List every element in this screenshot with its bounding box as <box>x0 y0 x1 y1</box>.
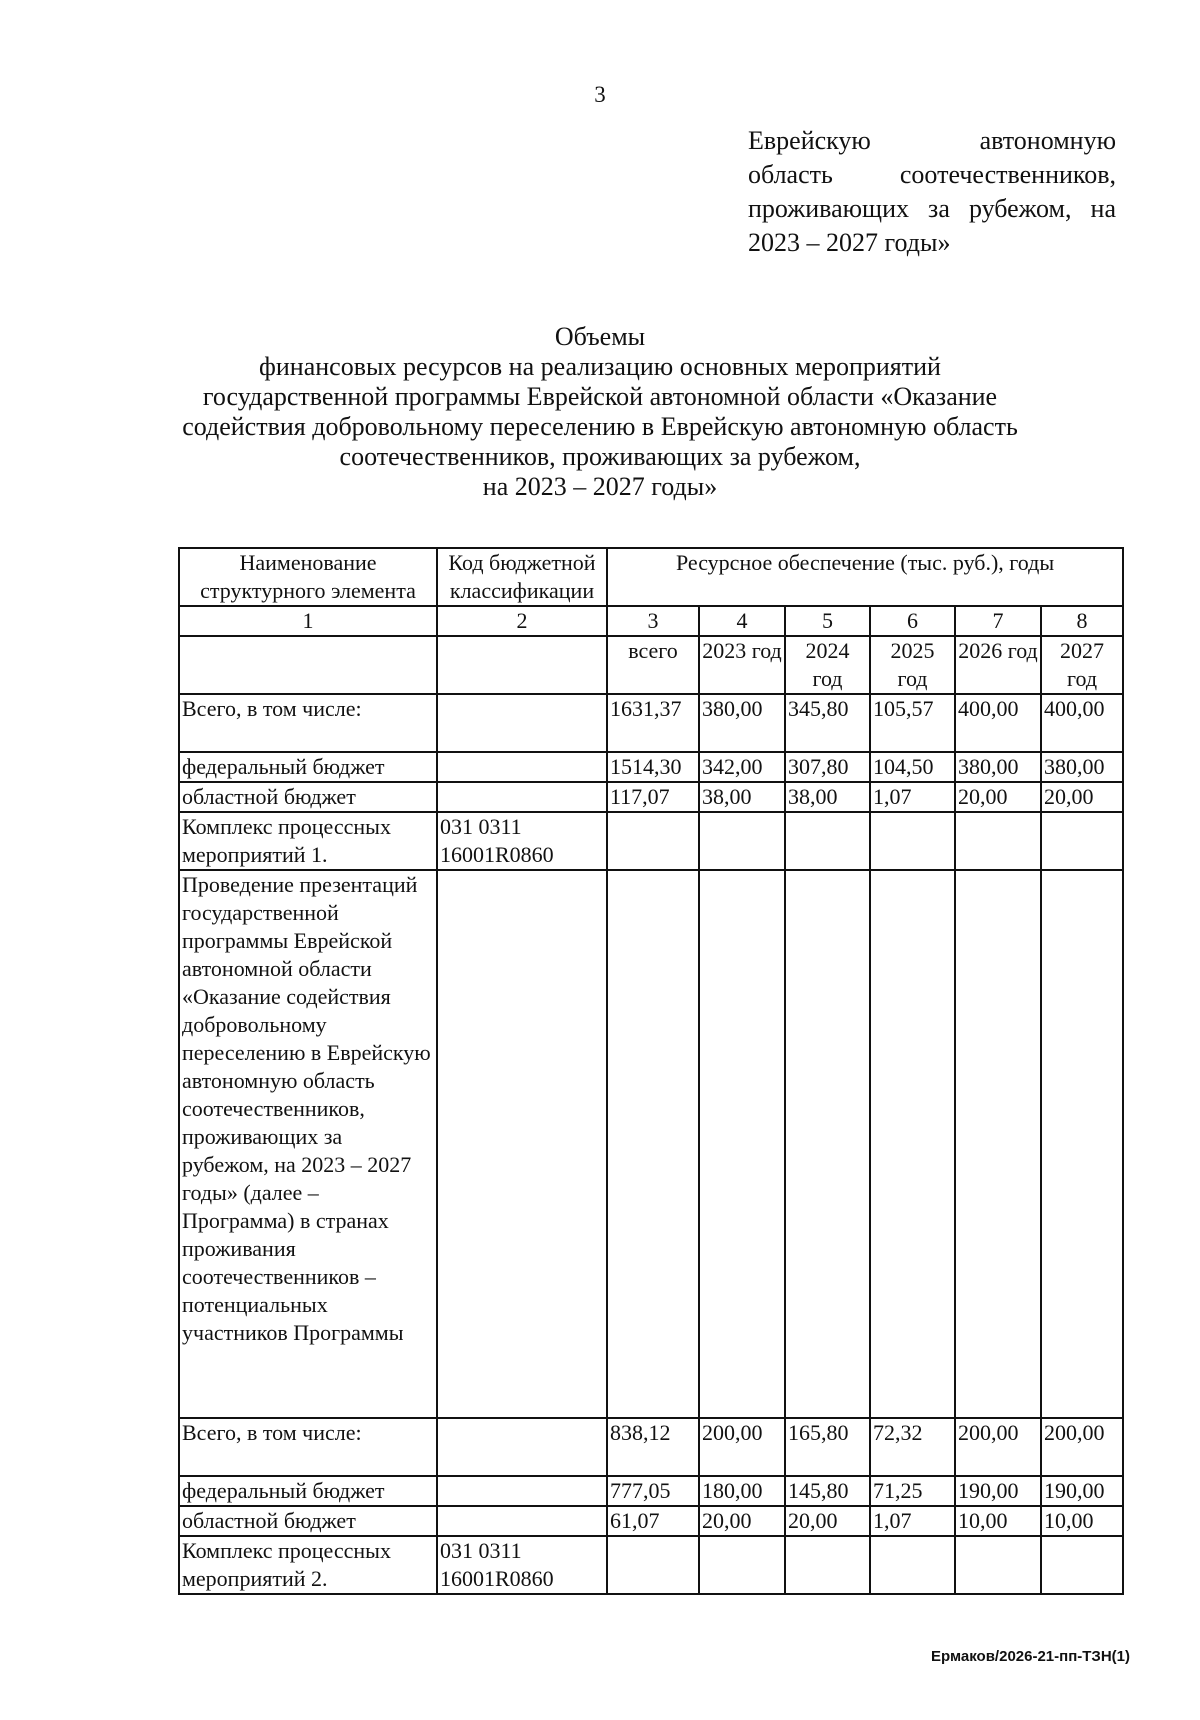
row-value <box>1041 870 1123 1418</box>
column-number: 1 <box>179 606 437 636</box>
column-number: 7 <box>955 606 1041 636</box>
year-header: 2023 год <box>699 636 785 694</box>
addressee-line: 2023 – 2027 годы» <box>748 228 951 257</box>
row-value: 380,00 <box>1041 752 1123 782</box>
column-number: 2 <box>437 606 607 636</box>
table-row <box>179 782 1123 812</box>
row-value: 190,00 <box>1041 1476 1123 1506</box>
row-value: 20,00 <box>699 1506 785 1536</box>
financing-table <box>178 547 1124 1595</box>
row-code <box>437 694 607 752</box>
row-value <box>1041 1536 1123 1594</box>
header-code-column: Код бюджетной классификации <box>437 548 607 606</box>
row-value <box>1041 812 1123 870</box>
row-value: 1631,37 <box>607 694 699 752</box>
row-code: 031 0311 16001R0860 <box>437 1536 607 1594</box>
table-row <box>179 812 1123 870</box>
row-name: федеральный бюджет <box>179 1476 437 1506</box>
row-value: 342,00 <box>699 752 785 782</box>
table-header-row <box>179 548 1123 606</box>
row-value: 71,25 <box>870 1476 955 1506</box>
row-value <box>785 1536 870 1594</box>
row-name: федеральный бюджет <box>179 752 437 782</box>
row-value: 1,07 <box>870 782 955 812</box>
row-code <box>437 782 607 812</box>
year-header: 2024 год <box>785 636 870 694</box>
column-number: 4 <box>699 606 785 636</box>
row-value: 20,00 <box>955 782 1041 812</box>
title-line: содействия добровольному переселению в Еврейскую автономную область <box>182 412 1018 441</box>
column-number: 8 <box>1041 606 1123 636</box>
page-number: 3 <box>594 82 606 107</box>
row-value <box>699 812 785 870</box>
row-value <box>870 1536 955 1594</box>
table-row <box>179 1536 1123 1594</box>
row-value <box>955 1536 1041 1594</box>
row-value: 200,00 <box>955 1418 1041 1476</box>
year-header: 2027 год <box>1041 636 1123 694</box>
row-value: 838,12 <box>607 1418 699 1476</box>
row-value: 400,00 <box>1041 694 1123 752</box>
table-row <box>179 870 1123 1418</box>
row-name: Всего, в том числе: <box>179 1418 437 1476</box>
row-code: 031 0311 16001R0860 <box>437 812 607 870</box>
year-header: 2025 год <box>870 636 955 694</box>
row-value: 10,00 <box>1041 1506 1123 1536</box>
document-title <box>0 322 1200 502</box>
addressee-line: Еврейскую автономную <box>748 126 1116 155</box>
title-line: на 2023 – 2027 годы» <box>482 472 718 501</box>
table-row <box>179 1476 1123 1506</box>
column-numbers-row <box>179 606 1123 636</box>
title-line: соотечественников, проживающих за рубежом, <box>339 442 861 471</box>
document-footer-code: Ермаков/2026-21-пп-ТЗН(1) <box>931 1648 1130 1665</box>
addressee-block <box>748 124 1116 260</box>
row-value: 200,00 <box>699 1418 785 1476</box>
row-value: 38,00 <box>699 782 785 812</box>
row-code <box>437 1418 607 1476</box>
empty-cell <box>437 636 607 694</box>
row-value: 145,80 <box>785 1476 870 1506</box>
row-value: 380,00 <box>955 752 1041 782</box>
row-value: 20,00 <box>785 1506 870 1536</box>
row-value: 200,00 <box>1041 1418 1123 1476</box>
row-value: 20,00 <box>1041 782 1123 812</box>
empty-cell <box>179 636 437 694</box>
column-number: 5 <box>785 606 870 636</box>
row-value: 190,00 <box>955 1476 1041 1506</box>
addressee-line: область соотечественников, <box>748 160 1116 189</box>
title-line: финансовых ресурсов на реализацию основных мероприятий <box>259 352 941 381</box>
row-value <box>785 812 870 870</box>
title-line: Объемы <box>554 322 646 351</box>
row-name: областной бюджет <box>179 1506 437 1536</box>
row-value <box>955 870 1041 1418</box>
year-header-total: всего <box>607 636 699 694</box>
header-name-column: Наименование структурного элемента <box>179 548 437 606</box>
row-value: 117,07 <box>607 782 699 812</box>
row-value <box>955 812 1041 870</box>
row-value: 345,80 <box>785 694 870 752</box>
row-value <box>607 1536 699 1594</box>
row-value: 165,80 <box>785 1418 870 1476</box>
row-value <box>607 812 699 870</box>
row-value: 777,05 <box>607 1476 699 1506</box>
row-value: 38,00 <box>785 782 870 812</box>
table-row <box>179 752 1123 782</box>
row-code <box>437 1476 607 1506</box>
addressee-line: проживающих за рубежом, на <box>748 194 1116 223</box>
header-resources-column: Ресурсное обеспечение (тыс. руб.), годы <box>607 548 1123 606</box>
row-value <box>607 870 699 1418</box>
row-value: 104,50 <box>870 752 955 782</box>
row-value <box>699 1536 785 1594</box>
row-value: 10,00 <box>955 1506 1041 1536</box>
row-value: 400,00 <box>955 694 1041 752</box>
row-name: Всего, в том числе: <box>179 694 437 752</box>
title-line: государственной программы Еврейской автономной области «Оказание <box>202 382 998 411</box>
row-code <box>437 1506 607 1536</box>
row-value: 105,57 <box>870 694 955 752</box>
row-code <box>437 752 607 782</box>
row-value: 61,07 <box>607 1506 699 1536</box>
row-value: 307,80 <box>785 752 870 782</box>
table-row <box>179 694 1123 752</box>
row-code <box>437 870 607 1418</box>
row-name: Проведение презентаций государственной программы Еврейской автономной области «Оказание содействия добровольному переселению в Еврейскую автономную область соотечественников, проживающих за рубежом, на 2023 – 2027 годы» (далее – Программа) в странах проживания соотечественников – потенциальных участников Программы <box>179 870 437 1418</box>
column-number: 3 <box>607 606 699 636</box>
row-value <box>870 870 955 1418</box>
row-value: 180,00 <box>699 1476 785 1506</box>
row-value: 72,32 <box>870 1418 955 1476</box>
row-name: Комплекс процессных мероприятий 1. <box>179 812 437 870</box>
column-number: 6 <box>870 606 955 636</box>
row-value <box>870 812 955 870</box>
row-value: 380,00 <box>699 694 785 752</box>
table-row <box>179 1506 1123 1536</box>
table-row <box>179 1418 1123 1476</box>
row-name: Комплекс процессных мероприятий 2. <box>179 1536 437 1594</box>
year-header: 2026 год <box>955 636 1041 694</box>
row-value: 1514,30 <box>607 752 699 782</box>
row-value: 1,07 <box>870 1506 955 1536</box>
row-name: областной бюджет <box>179 782 437 812</box>
row-value <box>699 870 785 1418</box>
row-value <box>785 870 870 1418</box>
year-header-row <box>179 636 1123 694</box>
